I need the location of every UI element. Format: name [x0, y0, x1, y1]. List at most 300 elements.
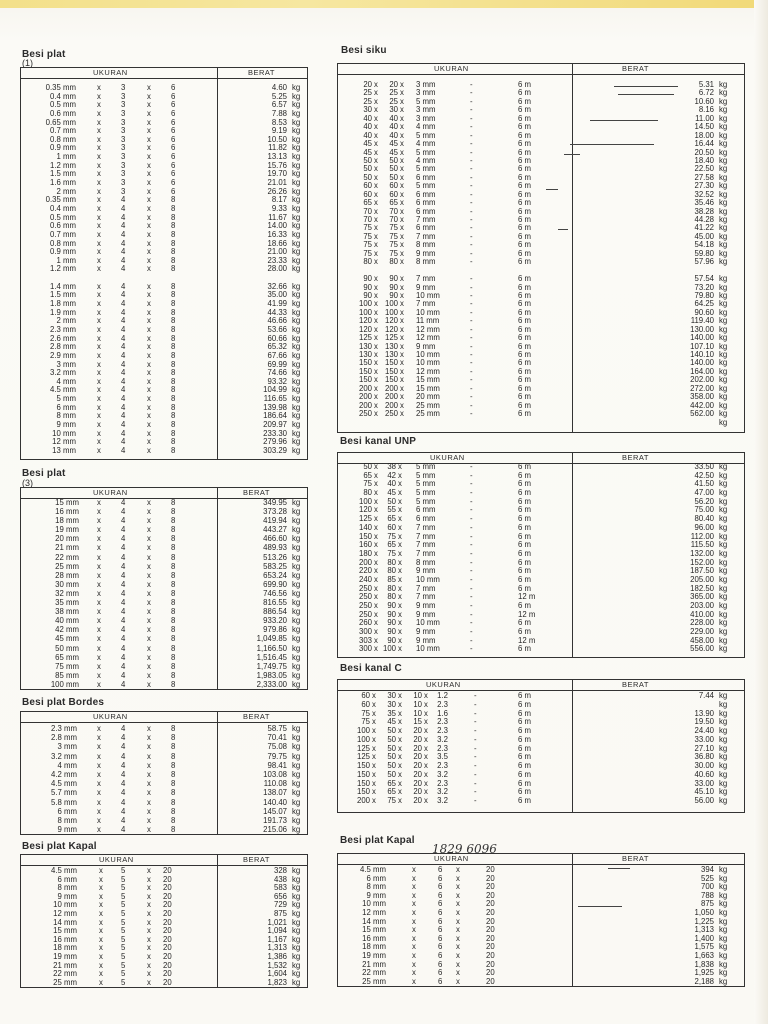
unp-cell: -: [470, 557, 473, 567]
kapal2-cell: 6: [438, 890, 443, 900]
siku-cell: 140.00: [690, 358, 714, 368]
plat3-cell: 8: [171, 498, 176, 507]
plat3-cell: kg: [292, 652, 301, 662]
plat3-cell: kg: [292, 598, 301, 608]
kapal2-cell: kg: [719, 899, 728, 909]
plat1-cell: x: [147, 108, 151, 118]
unp-cell: x: [398, 470, 402, 480]
plat3-cell: kg: [292, 625, 301, 635]
siku-cell: kg: [719, 96, 728, 106]
kanalc-cell: kg: [719, 761, 728, 770]
kapal1-cell: 1,823: [267, 977, 287, 987]
plat3-row: [21, 571, 307, 580]
unp-cell: 9 mm: [416, 566, 436, 576]
siku-cell: x: [400, 164, 404, 174]
plat1-cell: x: [147, 169, 151, 179]
siku-cell: x: [400, 282, 404, 292]
kanalc-cell: x: [372, 752, 376, 762]
siku-cell: 6 m: [518, 299, 531, 309]
unp-cell: 7 mm: [416, 592, 436, 602]
kapal2-cell: 1,225: [694, 916, 714, 926]
plat3-cell: x: [147, 598, 151, 608]
siku-cell: x: [400, 155, 404, 165]
kapal2-cell: x: [456, 950, 460, 960]
unp-cell: 80.40: [694, 514, 714, 524]
siku-cell: 120: [358, 324, 372, 334]
kapal1-header-weight: BERAT: [243, 855, 270, 864]
siku-cell: -: [470, 240, 473, 250]
siku-cell: 107.10: [690, 341, 714, 351]
kanalc-rows: [338, 692, 744, 806]
siku-cell: -: [470, 172, 473, 182]
plat1-header-size: UKURAN: [93, 68, 128, 77]
siku-cell: x: [374, 105, 378, 115]
bordes-row: [21, 816, 307, 825]
siku-cell: x: [374, 223, 378, 233]
siku-cell: 11.00: [695, 113, 714, 123]
kapal1-cell: 14 mm: [53, 917, 77, 927]
unp-cell: x: [398, 557, 402, 567]
kanalc-cell: 50: [387, 743, 396, 753]
pen-stroke: [590, 120, 658, 121]
siku-header-weight: BERAT: [622, 64, 649, 73]
plat1-cell: 4: [121, 445, 126, 455]
plat3-cell: kg: [292, 579, 301, 589]
siku-cell: kg: [719, 350, 728, 359]
bordes-cell: 4: [121, 788, 126, 798]
siku-cell: 5.31: [698, 80, 714, 89]
plat1-cell: 6: [171, 108, 176, 118]
siku-cell: x: [400, 299, 404, 309]
siku-cell: 41.22: [694, 223, 714, 233]
plat3-subtitle: (3): [22, 478, 33, 488]
siku-cell: 70: [363, 206, 372, 216]
plat3-cell: x: [147, 579, 151, 589]
plat3-cell: 8: [171, 661, 176, 671]
kanalc-cell: 3.2: [437, 769, 448, 779]
siku-cell: -: [470, 105, 473, 115]
siku-row: [338, 402, 744, 410]
plat3-cell: 746.56: [263, 588, 287, 598]
plat1-cell: 4: [121, 333, 126, 343]
plat1-cell: kg: [292, 178, 301, 188]
siku-cell: 6 m: [518, 409, 531, 419]
plat3-cell: 2,333.00: [256, 679, 287, 689]
plat1-cell: 8: [171, 255, 176, 265]
unp-cell: x: [374, 514, 378, 524]
bordes-cell: kg: [292, 815, 301, 825]
kanalc-cell: 6 m: [518, 699, 531, 709]
kanalc-cell: x: [424, 691, 428, 700]
kanalc-cell: 30: [387, 691, 396, 700]
siku-cell: 90: [389, 290, 398, 300]
plat1-cell: 18.66: [267, 238, 287, 248]
siku-cell: 6 m: [518, 164, 531, 174]
unp-cell: 65: [363, 470, 372, 480]
kapal1-cell: 1,532: [267, 960, 287, 970]
unp-cell: 152.00: [690, 557, 714, 567]
kanalc-cell: 27.10: [694, 743, 714, 753]
kanalc-cell: x: [424, 734, 428, 744]
bordes-header-weight: BERAT: [243, 712, 270, 721]
bordes-cell: kg: [292, 751, 301, 761]
plat3-cell: 8: [171, 625, 176, 635]
plat1-cell: 8: [171, 203, 176, 213]
siku-cell: 120: [384, 316, 398, 326]
siku-cell: x: [400, 189, 404, 199]
plat1-cell: 13 mm: [52, 445, 76, 455]
plat1-subtitle: (1): [22, 58, 33, 68]
plat1-cell: kg: [292, 402, 301, 412]
kapal1-cell: 583: [273, 883, 287, 893]
siku-cell: 90.60: [694, 307, 714, 317]
plat3-cell: 1,049.85: [256, 634, 287, 644]
plat1-cell: 0.9 mm: [50, 247, 76, 257]
plat3-cell: 8: [171, 516, 176, 526]
kanalc-cell: 20: [413, 743, 422, 753]
plat1-cell: 6: [171, 117, 176, 127]
unp-cell: x: [398, 635, 402, 645]
plat1-cell: x: [97, 333, 101, 343]
siku-cell: x: [374, 290, 378, 300]
unp-cell: 250: [358, 609, 372, 619]
plat1-cell: x: [97, 324, 101, 334]
plat1-cell: 10.50: [267, 134, 287, 144]
unp-cell: -: [470, 627, 473, 637]
plat1-cell: 4: [121, 437, 126, 447]
siku-cell: x: [400, 88, 404, 98]
plat1-cell: 6: [171, 134, 176, 144]
siku-cell: 40: [389, 130, 398, 140]
plat3-row: [21, 653, 307, 662]
siku-cell: x: [374, 248, 378, 258]
plat3-cell: kg: [292, 607, 301, 617]
unp-cell: 12 m: [518, 592, 536, 602]
siku-cell: kg: [719, 290, 728, 300]
kanalc-cell: -: [474, 769, 477, 779]
pen-stroke: [614, 86, 678, 87]
kanalc-cell: 45.10: [694, 787, 714, 797]
siku-cell: x: [374, 350, 378, 359]
unp-cell: 303: [358, 635, 372, 645]
siku-cell: 6 mm: [416, 198, 436, 208]
kapal1-cell: 20: [163, 943, 172, 953]
plat1-cell: 1.2 mm: [50, 264, 76, 274]
kapal1-cell: 5: [121, 891, 126, 901]
siku-cell: 5 mm: [416, 96, 436, 106]
plat3-cell: x: [97, 516, 101, 526]
siku-cell: kg: [719, 341, 728, 351]
siku-cell: x: [400, 333, 404, 343]
unp-cell: 56.20: [694, 496, 714, 506]
plat3-cell: 933.20: [263, 616, 287, 626]
plat3-cell: 8: [171, 643, 176, 653]
siku-row: [338, 385, 744, 393]
plat1-cell: 3 mm: [56, 359, 76, 369]
plat3-cell: 40 mm: [55, 616, 79, 626]
unp-cell: 410.00: [690, 609, 714, 619]
plat1-cell: x: [97, 117, 101, 127]
plat1-cell: 8: [171, 307, 176, 317]
unp-cell: 47.00: [694, 488, 714, 498]
siku-cell: 6 m: [518, 316, 531, 326]
bordes-cell: 4: [121, 724, 126, 733]
kapal1-cell: x: [99, 943, 103, 953]
bordes-cell: x: [147, 751, 151, 761]
kanalc-cell: 20: [413, 752, 422, 762]
siku-cell: 70: [389, 215, 398, 224]
plat1-cell: 0.8 mm: [50, 238, 76, 248]
plat1-cell: 8: [171, 411, 176, 421]
kanalc-cell: kg: [719, 796, 728, 805]
siku-cell: 6 m: [518, 139, 531, 149]
siku-cell: kg: [719, 299, 728, 309]
kapal2-cell: 20: [486, 925, 495, 935]
plat1-cell: 3: [121, 126, 126, 136]
kanalc-cell: x: [398, 778, 402, 788]
plat1-cell: x: [147, 394, 151, 404]
kanalc-cell: 1.6: [437, 708, 448, 718]
unp-cell: 75.00: [694, 505, 714, 515]
siku-cell: 59.80: [694, 248, 714, 258]
plat3-cell: x: [97, 670, 101, 680]
kapal1-cell: 20: [163, 977, 172, 987]
siku-cell: 6 m: [518, 358, 531, 368]
siku-cell: 6 m: [518, 215, 531, 224]
kanalc-cell: x: [398, 734, 402, 744]
siku-cell: 4 mm: [416, 155, 436, 165]
plat1-cell: 21.01: [267, 178, 287, 188]
siku-cell: 358.00: [690, 392, 714, 402]
plat3-cell: kg: [292, 643, 301, 653]
kapal2-cell: 16 mm: [362, 933, 386, 943]
bordes-row: [21, 724, 307, 733]
kanalc-cell: 200: [356, 796, 370, 805]
kapal1-cell: 20: [163, 883, 172, 893]
plat3-cell: 816.55: [263, 598, 287, 608]
siku-cell: x: [400, 122, 404, 132]
kapal1-cell: kg: [292, 951, 301, 961]
siku-cell: 27.30: [694, 181, 714, 191]
kapal2-cell: kg: [719, 942, 728, 952]
siku-row: [338, 351, 744, 359]
unp-cell: x: [374, 592, 378, 602]
siku-cell: x: [400, 324, 404, 334]
siku-cell: 45: [363, 139, 372, 149]
unp-cell: x: [398, 574, 402, 584]
plat1-cell: x: [147, 445, 151, 455]
kanalc-cell: -: [474, 691, 477, 700]
siku-cell: x: [400, 341, 404, 351]
siku-cell: x: [400, 198, 404, 208]
siku-cell: x: [400, 223, 404, 233]
plat3-cell: 8: [171, 534, 176, 544]
unp-cell: 80: [363, 488, 372, 498]
siku-cell: x: [400, 375, 404, 385]
siku-cell: 250: [358, 409, 372, 419]
plat3-cell: 419.94: [263, 516, 287, 526]
plat3-cell: 65 mm: [55, 652, 79, 662]
unp-cell: 6 m: [518, 566, 531, 576]
plat3-cell: 21 mm: [55, 543, 79, 553]
unp-cell: x: [374, 635, 378, 645]
plat1-cell: 6 mm: [56, 402, 76, 412]
plat1-cell: kg: [292, 299, 301, 309]
siku-cell: x: [400, 172, 404, 182]
plat3-row: [21, 644, 307, 653]
siku-row: [338, 300, 744, 308]
siku-cell: x: [374, 206, 378, 216]
plat1-cell: 9.33: [271, 203, 287, 213]
kapal2-cell: 6: [438, 907, 443, 917]
kanalc-cell: 75: [361, 708, 370, 718]
plat1-cell: x: [97, 255, 101, 265]
siku-row: [338, 309, 744, 317]
siku-cell: 40: [389, 113, 398, 123]
unp-cell: 42: [387, 470, 396, 480]
plat3-cell: x: [97, 643, 101, 653]
siku-cell: 7 mm: [416, 299, 436, 309]
unp-cell: -: [470, 574, 473, 584]
siku-cell: x: [400, 274, 404, 284]
kanalc-cell: 6 m: [518, 761, 531, 770]
kanalc-cell: 100: [356, 734, 370, 744]
unp-cell: 65: [387, 540, 396, 550]
siku-cell: -: [470, 231, 473, 241]
plat1-cell: 186.64: [263, 411, 287, 421]
plat1-cell: kg: [292, 368, 301, 378]
kapal2-cell: kg: [719, 907, 728, 917]
kapal1-cell: 6 mm: [57, 874, 77, 884]
kapal1-cell: 875: [273, 908, 287, 918]
plat3-cell: 349.95: [263, 498, 287, 507]
siku-cell: x: [374, 358, 378, 368]
siku-cell: 6 m: [518, 189, 531, 199]
siku-cell: 8 mm: [416, 240, 436, 250]
unp-cell: -: [470, 566, 473, 576]
siku-cell: kg: [719, 139, 728, 149]
plat1-cell: kg: [292, 229, 301, 239]
kapal2-cell: 20: [486, 873, 495, 883]
kapal2-cell: x: [412, 899, 416, 909]
siku-cell: 75: [389, 248, 398, 258]
kapal2-cell: 18 mm: [362, 942, 386, 952]
siku-cell: -: [470, 375, 473, 385]
plat1-cell: 0.4 mm: [50, 91, 76, 101]
kapal1-cell: x: [99, 900, 103, 910]
plat1-cell: 8: [171, 333, 176, 343]
unp-cell: x: [398, 531, 402, 541]
plat1-cell: x: [147, 143, 151, 153]
plat1-cell: 4: [121, 411, 126, 421]
plat1-cell: 8: [171, 368, 176, 378]
siku-cell: 65: [389, 198, 398, 208]
kapal2-cell: 6: [438, 968, 443, 978]
unp-cell: 6 m: [518, 470, 531, 480]
unp-cell: -: [470, 470, 473, 480]
plat1-cell: 4: [121, 316, 126, 326]
plat1-header: [21, 68, 307, 79]
unp-cell: 6 m: [518, 574, 531, 584]
plat3-row: [21, 616, 307, 625]
plat3-cell: x: [147, 643, 151, 653]
siku-cell: x: [374, 181, 378, 191]
siku-cell: x: [374, 189, 378, 199]
kanalc-cell: kg: [719, 787, 728, 797]
plat3-row: [21, 589, 307, 598]
unp-cell: x: [374, 479, 378, 489]
plat1-cell: x: [147, 333, 151, 343]
siku-header: [338, 64, 744, 75]
siku-cell: x: [400, 181, 404, 191]
kanalc-row: [338, 797, 744, 806]
plat1-cell: 65.32: [267, 342, 287, 352]
bordes-cell: 4: [121, 797, 126, 807]
kanalc-header: [338, 680, 744, 691]
siku-cell: 6 m: [518, 366, 531, 376]
plat1-cell: 8: [171, 385, 176, 395]
kapal2-cell: 1,050: [694, 907, 714, 917]
kanalc-cell: 50: [387, 734, 396, 744]
siku-cell: kg: [719, 257, 728, 267]
plat1-cell: kg: [292, 264, 301, 274]
plat1-cell: 1.8 mm: [50, 299, 76, 309]
plat1-cell: 4: [121, 229, 126, 239]
kapal1-cell: 10 mm: [53, 900, 77, 910]
kanalc-cell: x: [398, 787, 402, 797]
plat1-cell: 8: [171, 290, 176, 300]
kanalc-cell: 3.5: [437, 752, 448, 762]
kanalc-cell: 45: [387, 717, 396, 727]
bordes-row: [21, 752, 307, 761]
plat3-cell: 15 mm: [55, 498, 79, 507]
plat3-cell: 85 mm: [55, 670, 79, 680]
plat3-cell: 8: [171, 525, 176, 535]
bordes-cell: 4: [121, 825, 126, 835]
kapal1-cell: kg: [292, 960, 301, 970]
plat1-cell: x: [147, 437, 151, 447]
plat1-cell: 8: [171, 445, 176, 455]
kapal2-cell: 394: [700, 865, 714, 874]
unp-cell: x: [398, 583, 402, 593]
plat1-cell: x: [97, 100, 101, 110]
siku-cell: 44.28: [694, 215, 714, 224]
kanalc-cell: x: [398, 717, 402, 727]
kapal2-cell: 525: [700, 873, 714, 883]
unp-cell: -: [470, 540, 473, 550]
plat1-cell: x: [97, 229, 101, 239]
plat1-cell: 4: [121, 195, 126, 205]
siku-table: [337, 63, 745, 433]
siku-cell: 70: [363, 215, 372, 224]
plat1-cell: x: [147, 299, 151, 309]
kapal1-cell: kg: [292, 874, 301, 884]
siku-cell: x: [400, 139, 404, 149]
siku-cell: x: [374, 383, 378, 393]
plat3-cell: 886.54: [263, 607, 287, 617]
bordes-cell: x: [97, 733, 101, 743]
kapal1-cell: x: [99, 969, 103, 979]
plat1-cell: 0.65 mm: [45, 117, 76, 127]
siku-cell: 6 m: [518, 223, 531, 233]
kapal2-cell: x: [412, 907, 416, 917]
kanalc-cell: 6 m: [518, 691, 531, 700]
plat1-cell: 16.33: [267, 229, 287, 239]
bordes-cell: 4.5 mm: [51, 779, 77, 789]
kapal1-cell: 5: [121, 917, 126, 927]
siku-cell: x: [400, 316, 404, 326]
plat3-cell: x: [97, 679, 101, 689]
